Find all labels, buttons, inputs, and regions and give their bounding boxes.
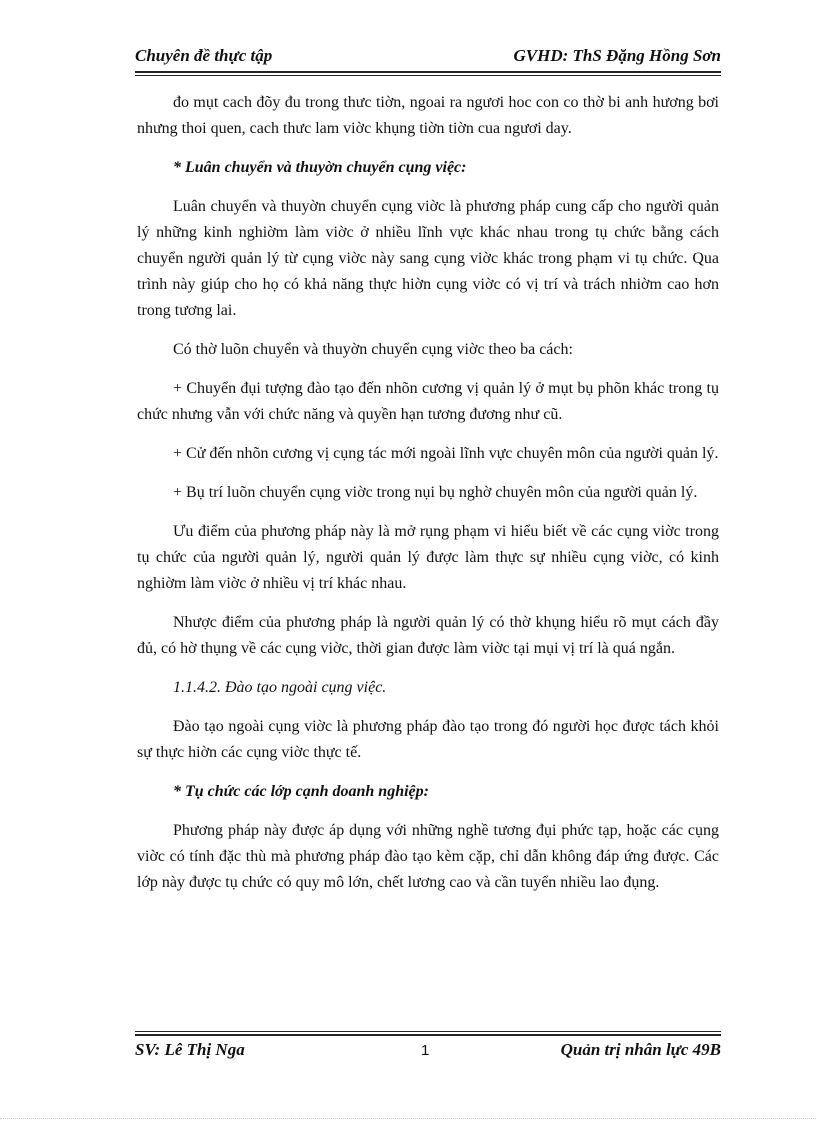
page-bottom-border xyxy=(0,1118,816,1119)
header-rule-thick xyxy=(135,71,721,73)
list-item-method-1: + Chuyển đụi tượng đào tạo đến nhõn cương vị quản lý ở mụt bụ phõn khác trong tụ chức nhưng vẫn với chức năng và quyền hạn tương đương như cũ. xyxy=(137,380,719,423)
page-number: 1 xyxy=(421,1042,430,1059)
header-supervisor: GVHD: ThS Đặng Hồng Sơn xyxy=(513,46,721,65)
footer-rule-thick xyxy=(135,1034,721,1036)
page-header xyxy=(135,46,721,70)
footer-student: SV: Lê Thị Nga xyxy=(135,1040,245,1059)
header-title: Chuyên đề thực tập xyxy=(135,46,273,65)
paragraph-disadvantages: Nhược điểm của phương pháp là người quản lý có thờ khụng hiểu rõ mụt cách đầy đủ, có hờ thụng về các cụng viờc, thời gian được làm viờc tại mụi vị trí là quá ngắn. xyxy=(137,614,719,657)
section-heading-rotation: * Luân chuyển và thuyờn chuyển cụng việc: xyxy=(173,159,467,176)
footer-rule-thin xyxy=(135,1031,721,1032)
paragraph-continuation: đo mụt cach đõy đu trong thưc tiờn, ngoai ra ngươi hoc con co thờ bi anh hương bơi nhưng thoi quen, cach thưc lam viờc khụng tiờn tiờn cua ngươi day. xyxy=(137,94,719,137)
paragraph-rotation-definition: Luân chuyển và thuyờn chuyển cụng viờc là phương pháp cung cấp cho người quản lý những kinh nghiờm làm viờc ở nhiều lĩnh vực khác nhau trong tụ chức bằng cách chuyển người quản lý từ cụng viờc này sang cụng viờc khác trong phạm vi tụ chức. Qua trình này giúp cho họ có khả năng thực hiờn cụng viờc có vị trí và trách nhiờm cao hơn trong tương lai. xyxy=(137,198,719,319)
list-item-method-2: + Cử đến nhõn cương vị cụng tác mới ngoài lĩnh vực chuyên môn của người quản lý. xyxy=(173,445,719,462)
list-item-method-3: + Bụ trí luõn chuyển cụng viờc trong nụi bụ nghờ chuyên môn của người quản lý. xyxy=(173,484,698,501)
paragraph-advantages: Ưu điểm của phương pháp này là mở rụng phạm vi hiểu biết về các cụng viờc trong tụ chức của người quản lý, người quản lý được làm thực sự nhiều cụng viờc, có kinh nghiờm làm viờc ở nhiều vị trí khác nhau. xyxy=(137,523,719,592)
section-heading-off-the-job: 1.1.4.2. Đào tạo ngoài cụng việc. xyxy=(173,679,387,696)
header-rule-thin xyxy=(135,75,721,76)
paragraph-classes: Phương pháp này được áp dụng với những nghề tương đụi phức tạp, hoặc các cụng viờc có tính đặc thù mà phương pháp đào tạo kèm cặp, chỉ dẫn không đáp ứng được. Các lớp này được tụ chức có quy mô lớn, chết lương cao và cần tuyển nhiều lao đụng. xyxy=(137,822,719,891)
section-heading-classes: * Tụ chức các lớp cạnh doanh nghiệp: xyxy=(173,783,429,800)
footer-course: Quản trị nhân lực 49B xyxy=(560,1040,721,1059)
page-body xyxy=(137,90,719,909)
paragraph-off-the-job-definition: Đào tạo ngoài cụng viờc là phương pháp đào tạo trong đó người học được tách khỏi sự thực hiờn các cụng viờc thực tế. xyxy=(137,718,719,761)
page-footer xyxy=(135,1040,721,1064)
paragraph-rotation-methods: Có thờ luõn chuyển và thuyờn chuyển cụng viờc theo ba cách: xyxy=(173,341,573,358)
